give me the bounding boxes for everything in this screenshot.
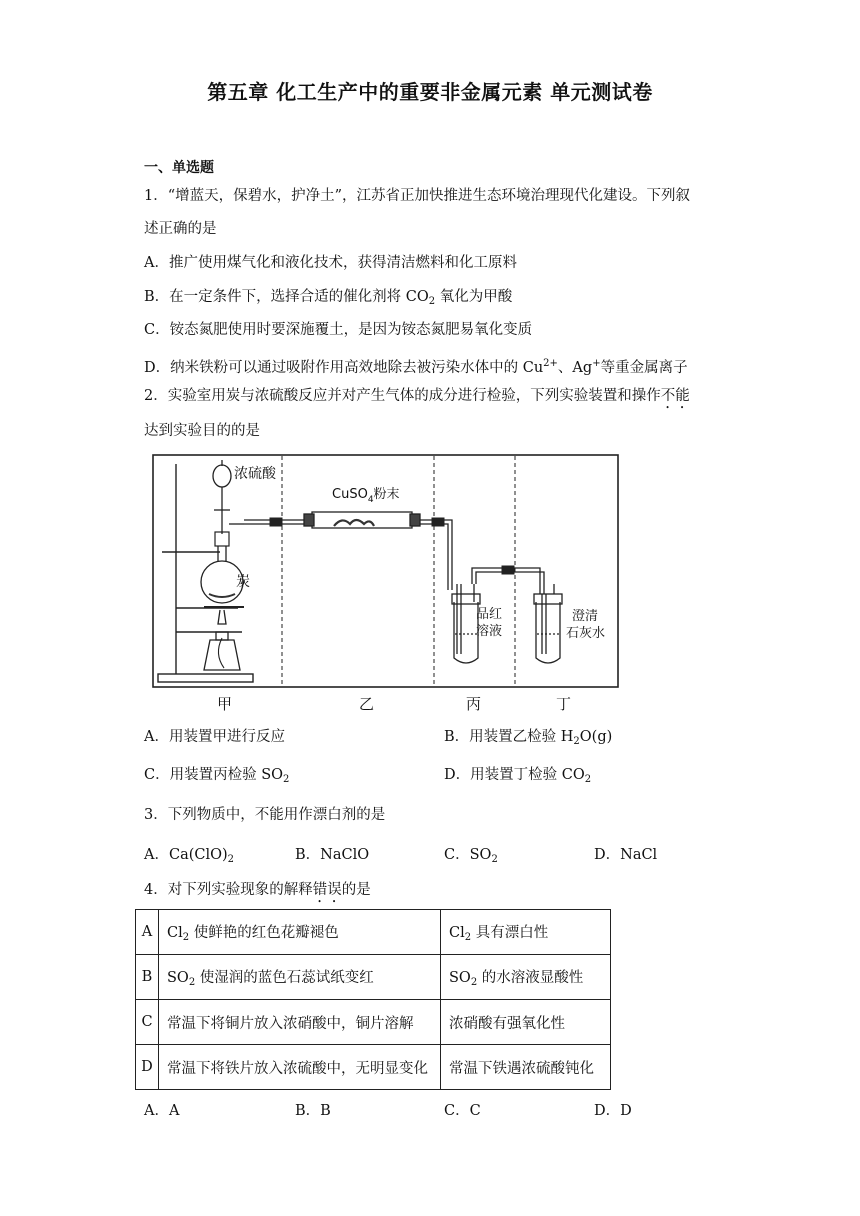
q1-stem-line2: 述正确的是 <box>144 221 217 237</box>
rubber-joint <box>270 518 282 526</box>
q4-table <box>135 909 611 1090</box>
q1-option-d: D．纳米铁粉可以通过吸附作用高效地除去被污染水体中的 $Cu^{2+}$、Ag+等重金属离子 <box>144 358 688 376</box>
q4-option-b: B．B <box>295 1103 331 1119</box>
table-row <box>136 1000 611 1045</box>
alcohol-lamp <box>204 610 240 670</box>
connecting-tube <box>420 520 452 584</box>
label-apparatus-ding: 丁 <box>556 695 572 713</box>
q3-option-c: C．$SO_2$ <box>444 847 498 865</box>
label-limewater-1: 澄清 <box>572 609 599 624</box>
emphasis-text: 错误 <box>312 882 342 898</box>
q2-stem-line1: 2．实验室用炭与浓硫酸反应并对产生气体的成分进行检验，下列实验装置和操作不能 <box>144 388 690 404</box>
q1-option-c: C．铵态氮肥使用时要深施覆土，是因为铵态氮肥易氧化变质 <box>144 322 533 338</box>
table-cell-phenomenon: $Cl_2$ 使鲜艳的红色花瓣褪色 <box>159 910 441 955</box>
table-row <box>136 1045 611 1090</box>
retort-stand <box>158 464 253 682</box>
label-limewater-2: 石灰水 <box>566 626 606 641</box>
section-heading: 一、单选题 <box>144 160 214 176</box>
table-cell-explanation: $SO_2$ 的水溶液显酸性 <box>441 955 611 1000</box>
label-cuso4: CuSO$_4$粉末 <box>332 487 400 505</box>
q4-stem: 4．对下列实验现象的解释错误的是 <box>144 882 371 898</box>
q2-option-d: D．用装置丁检验 $CO_2$ <box>444 767 592 785</box>
q1-stem-line1: 1．“增蓝天，保碧水，护净土”，江苏省正加快推进生态环境治理现代化建设。下列叙 <box>144 188 691 204</box>
q4-option-d: D．D <box>594 1103 632 1119</box>
table-cell-phenomenon: 常温下将铁片放入浓硫酸中，无明显变化 <box>159 1045 441 1090</box>
apparatus-figure <box>152 454 620 690</box>
separatory-funnel <box>213 460 231 534</box>
q2-option-c: C．用装置丙检验 $SO_2$ <box>144 767 290 785</box>
table-cell-key: D <box>136 1045 159 1090</box>
stopper <box>215 532 229 546</box>
emphasis-text: 不能 <box>660 388 690 404</box>
q1-option-a: A．推广使用煤气化和液化技术，获得清洁燃料和化工原料 <box>144 255 517 271</box>
label-apparatus-jia: 甲 <box>217 695 233 713</box>
rubber-joint <box>502 566 514 574</box>
table-cell-phenomenon: 常温下将铜片放入浓硝酸中，铜片溶解 <box>159 1000 441 1045</box>
label-apparatus-bing: 丙 <box>466 695 482 713</box>
table-row <box>136 910 611 955</box>
q3-option-b: B．NaClO <box>295 847 370 863</box>
label-magenta-solution-1: 品红 <box>476 607 503 622</box>
label-magenta-solution-2: 溶液 <box>476 624 503 639</box>
q3-option-a: A．$Ca(ClO)_2$ <box>144 847 235 865</box>
q4-option-a: A．A <box>144 1103 180 1119</box>
table-cell-key: C <box>136 1000 159 1045</box>
table-row <box>136 955 611 1000</box>
table-cell-key: A <box>136 910 159 955</box>
label-conc-sulfuric-acid: 浓硫酸 <box>234 466 276 482</box>
table-cell-phenomenon: $SO_2$ 使湿润的蓝色石蕊试纸变红 <box>159 955 441 1000</box>
q3-stem: 3．下列物质中，不能用作漂白剂的是 <box>144 807 386 823</box>
q2-stem-line2: 达到实验目的的是 <box>144 423 260 439</box>
q3-option-d: D．NaCl <box>594 847 658 863</box>
q4-option-c: C．C <box>444 1103 481 1119</box>
page-title: 第五章 化工生产中的重要非金属元素 单元测试卷 <box>207 80 653 104</box>
table-cell-key: B <box>136 955 159 1000</box>
label-apparatus-yi: 乙 <box>359 695 375 713</box>
rubber-joint <box>432 518 444 526</box>
table-cell-explanation: 浓硝酸有强氧化性 <box>441 1000 611 1045</box>
q2-option-b: B．用装置乙检验 $H_2O(g)$ <box>444 729 613 747</box>
table-cell-explanation: 常温下铁遇浓硫酸钝化 <box>441 1045 611 1090</box>
drying-tube <box>304 512 420 528</box>
table-cell-explanation: $Cl_2$ 具有漂白性 <box>441 910 611 955</box>
q1-option-b: B．在一定条件下，选择合适的催化剂将 $CO_2$ 氧化为甲酸 <box>144 289 513 307</box>
label-carbon: 炭 <box>236 574 250 590</box>
test-tube-ding <box>534 584 562 663</box>
q2-option-a: A．用装置甲进行反应 <box>144 729 285 745</box>
